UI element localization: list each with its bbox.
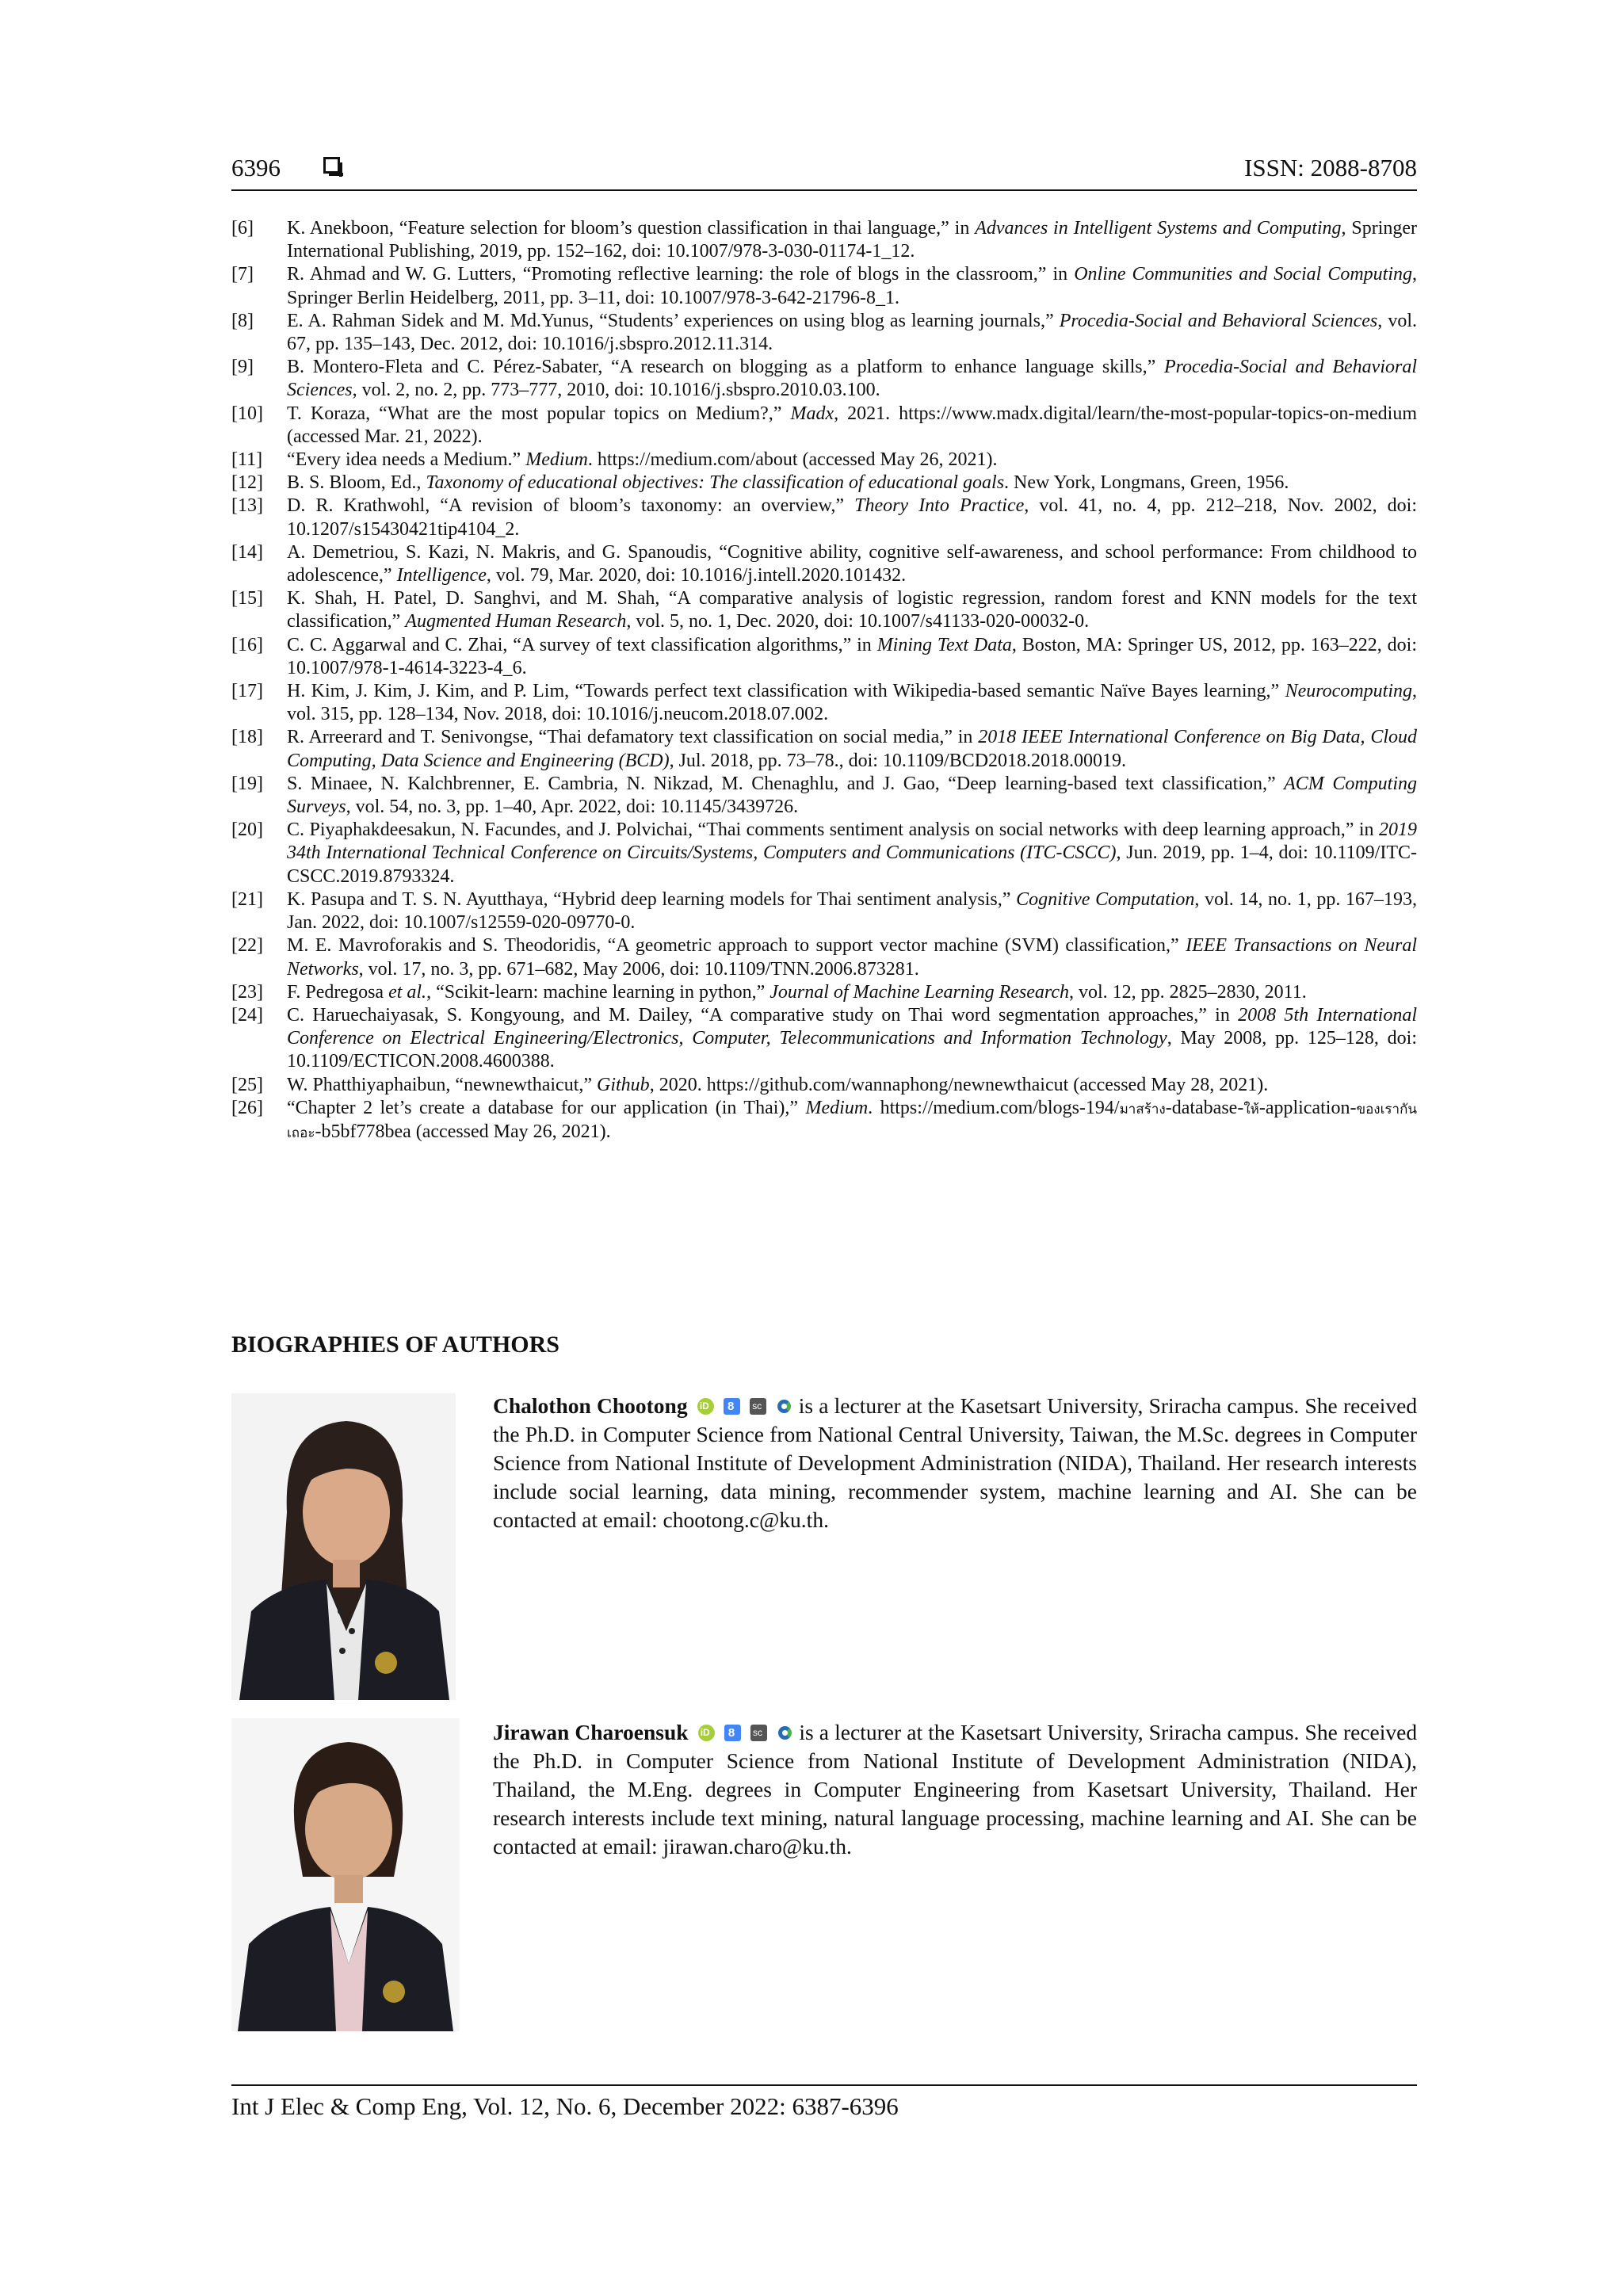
header-rule bbox=[231, 189, 1417, 191]
page-header bbox=[231, 151, 1417, 190]
author-photo-1 bbox=[231, 1393, 456, 1700]
reference-item bbox=[231, 1074, 1417, 1097]
reference-text: K. Shah, H. Patel, D. Sanghvi, and M. Shah, “A comparative analysis of logistic regression, random forest and KNN models for the text classification,” Augmented Human Research, vol. 5, no. 1, Dec. 2020, doi: 10.1007/s41133-020-00032-0. bbox=[287, 588, 1417, 632]
reference-number: [14] bbox=[231, 541, 263, 563]
reference-text: R. Arreerard and T. Senivongse, “Thai defamatory text classification on social media,” in 2018 IEEE International Conference on Big Data, Cloud Computing, Data Science and Engineering (BCD), Jul. 2018, pp. 73–78., doi: 10.1109/BCD2018.2018.00019. bbox=[287, 727, 1417, 771]
reference-text: W. Phatthiyaphaibun, “newnewthaicut,” Github, 2020. https://github.com/wannaphong/newnewthaicut (accessed May 28, 2021). bbox=[287, 1074, 1269, 1095]
reference-text: T. Koraza, “What are the most popular topics on Medium?,” Madx, 2021. https://www.madx.digital/learn/the-most-popular-topics-on-medium (accessed Mar. 21, 2022). bbox=[287, 403, 1417, 447]
reference-item bbox=[231, 634, 1417, 680]
reference-number: [25] bbox=[231, 1074, 263, 1095]
reference-number: [13] bbox=[231, 495, 263, 517]
author-bio-text: is a lecturer at the Kasetsart University, Sriracha campus. She received the Ph.D. in Computer Science from National Institute of Development Administration (NIDA), Thailand, the M.Eng. degrees in Computer Engineering from Kasetsart University, Thailand. Her research interests include text mining, natural language processing, machine learning and AI. She can be contacted at email: jirawan.charo@ku.th. bbox=[493, 1720, 1418, 1859]
reference-item bbox=[231, 888, 1417, 934]
reference-number: [10] bbox=[231, 403, 263, 424]
reference-number: [18] bbox=[231, 727, 263, 748]
reference-item bbox=[231, 726, 1417, 772]
footer-rule bbox=[231, 2084, 1417, 2086]
google-scholar-icon[interactable] bbox=[724, 1398, 740, 1415]
reference-number: [21] bbox=[231, 888, 263, 910]
reference-item bbox=[231, 680, 1417, 726]
reference-text: C. C. Aggarwal and C. Zhai, “A survey of text classification algorithms,” in Mining Text Data, Boston, MA: Springer US, 2012, pp. 163–222, doi: 10.1007/978-1-4614-3223-4_6. bbox=[287, 634, 1418, 678]
reference-text: F. Pedregosa et al., “Scikit-learn: machine learning in python,” Journal of Machine Learning Research, vol. 12, pp. 2825–2830, 2011. bbox=[287, 981, 1307, 1003]
reference-item bbox=[231, 819, 1417, 888]
reference-item bbox=[231, 310, 1417, 356]
reference-number: [24] bbox=[231, 1004, 263, 1026]
reference-text: K. Pasupa and T. S. N. Ayutthaya, “Hybrid deep learning models for Thai sentiment analysis,” Cognitive Computation, vol. 14, no. 1, pp. 167–193, Jan. 2022, doi: 10.1007/s12559-020-09770-0. bbox=[287, 888, 1418, 934]
reference-item bbox=[231, 263, 1417, 309]
reference-item bbox=[231, 934, 1417, 980]
publons-icon[interactable] bbox=[776, 1398, 792, 1415]
reference-text: M. E. Mavroforakis and S. Theodoridis, “A geometric approach to support vector machine (SVM) classification,” IEEE Transactions on Neural Networks, vol. 17, no. 3, pp. 671–682, May 2006, doi: 10.1109/TNN.2006.873281. bbox=[287, 935, 1417, 980]
author-name: Jirawan Charoensuk bbox=[493, 1720, 689, 1744]
author-bio-2 bbox=[493, 1718, 1417, 1861]
reference-number: [8] bbox=[231, 310, 254, 331]
reference-text: C. Piyaphakdeesakun, N. Facundes, and J. Polvichai, “Thai comments sentiment analysis on social networks with deep learning approach,” in 2019 34th International Technical Conference on Circuits/Systems, Computers and Communications (ITC-CSCC), Jun. 2019, pp. 1–4, doi: 10.1109/ITC-CSCC.2019.8793324. bbox=[287, 819, 1417, 887]
page-number: 6396 bbox=[231, 154, 281, 181]
reference-item bbox=[231, 495, 1417, 541]
orcid-icon[interactable] bbox=[697, 1398, 714, 1415]
reference-text: A. Demetriou, S. Kazi, N. Makris, and G. Spanoudis, “Cognitive ability, cognitive self-awareness, and school performance: From childhood to adolescence,” Intelligence, vol. 79, Mar. 2020, doi: 10.1016/j.intell.2020.101432. bbox=[287, 541, 1417, 586]
reference-number: [26] bbox=[231, 1097, 263, 1118]
reference-text: D. R. Krathwohl, “A revision of bloom’s taxonomy: an overview,” Theory Into Practice, vol. 41, no. 4, pp. 212–218, Nov. 2002, doi: 10.1207/s15430421tip4104_2. bbox=[287, 495, 1418, 540]
reference-item bbox=[231, 449, 1417, 472]
reference-text: E. A. Rahman Sidek and M. Md.Yunus, “Students’ experiences on using blog as learning journals,” Procedia-Social and Behavioral Sciences, vol. 67, pp. 135–143, Dec. 2012, doi: 10.1016/j.sbspro.2012.11.314. bbox=[287, 310, 1418, 355]
reference-item bbox=[231, 981, 1417, 1004]
google-scholar-icon[interactable] bbox=[724, 1725, 741, 1741]
reference-number: [7] bbox=[231, 264, 254, 285]
reference-item bbox=[231, 217, 1417, 263]
reference-number: [20] bbox=[231, 819, 263, 841]
scopus-icon[interactable] bbox=[750, 1398, 766, 1415]
reference-number: [12] bbox=[231, 472, 263, 494]
publons-icon[interactable] bbox=[777, 1725, 793, 1741]
reference-number: [16] bbox=[231, 634, 263, 655]
author-bio-text: is a lecturer at the Kasetsart University, Sriracha campus. She received the Ph.D. in Computer Science from National Central University, Taiwan, the M.Sc. degrees in Computer Science from National Institute of Development Administration (NIDA), Thailand. Her research interests include social learning, data mining, recommender system, machine learning and AI. She can be contacted at email: chootong.c@ku.th. bbox=[493, 1393, 1418, 1532]
reference-number: [23] bbox=[231, 981, 263, 1003]
reference-number: [9] bbox=[231, 357, 254, 378]
reference-number: [6] bbox=[231, 218, 254, 239]
reference-text: “Every idea needs a Medium.” Medium. https://medium.com/about (accessed May 26, 2021). bbox=[287, 449, 998, 471]
author-bio-1 bbox=[493, 1392, 1417, 1534]
reference-text: K. Anekboon, “Feature selection for bloom’s question classification in thai language,” in Advances in Intelligent Systems and Computing, Springer International Publishing, 2019, pp. 152–162, doi: 10.1007/978-3-030-01174-1_12. bbox=[287, 218, 1418, 262]
reference-text: S. Minaee, N. Kalchbrenner, E. Cambria, N. Nikzad, M. Chenaghlu, and J. Gao, “Deep learning-based text classification,” ACM Computing Surveys, vol. 54, no. 3, pp. 1–40, Apr. 2022, doi: 10.1145/3439726. bbox=[287, 773, 1417, 818]
author-photo-2 bbox=[231, 1718, 460, 2031]
reference-item bbox=[231, 403, 1417, 449]
reference-text: H. Kim, J. Kim, J. Kim, and P. Lim, “Towards perfect text classification with Wikipedia-based semantic Naïve Bayes learning,” Neurocomputing, vol. 315, pp. 128–134, Nov. 2018, doi: 10.1016/j.neucom.2018.07.002. bbox=[287, 681, 1417, 725]
page-footer: Int J Elec & Comp Eng, Vol. 12, No. 6, December 2022: 6387-6396 bbox=[231, 2092, 899, 2120]
reference-item bbox=[231, 541, 1417, 587]
reference-text: B. S. Bloom, Ed., Taxonomy of educational objectives: The classification of educational goals. New York, Longmans, Green, 1956. bbox=[287, 472, 1289, 494]
reference-number: [15] bbox=[231, 588, 263, 609]
reference-item bbox=[231, 472, 1417, 495]
reference-number: [19] bbox=[231, 773, 263, 794]
reference-text: C. Haruechaiyasak, S. Kongyoung, and M. Dailey, “A comparative study on Thai word segmentation approaches,” in 2008 5th International Conference on Electrical Engineering/Electronics, Computer, Telecommunications and Information Technology, May 2008, pp. 125–128, doi: 10.1109/ECTICON.2008.4600388. bbox=[287, 1004, 1418, 1072]
reference-item bbox=[231, 773, 1417, 819]
scopus-icon[interactable] bbox=[750, 1725, 767, 1741]
reference-text: R. Ahmad and W. G. Lutters, “Promoting reflective learning: the role of blogs in the classroom,” in Online Communities and Social Computing, Springer Berlin Heidelberg, 2011, pp. 3–11, doi: 10.1007/978-3-642-21796-8_1. bbox=[287, 264, 1418, 308]
author-name: Chalothon Chootong bbox=[493, 1393, 688, 1418]
orcid-icon[interactable] bbox=[698, 1725, 715, 1741]
reference-number: [22] bbox=[231, 935, 263, 957]
biographies-heading: BIOGRAPHIES OF AUTHORS bbox=[231, 1331, 559, 1358]
reference-item bbox=[231, 1097, 1417, 1144]
issn: ISSN: 2088-8708 bbox=[1244, 154, 1417, 181]
reference-text: “Chapter 2 let’s create a database for our application (in Thai),” Medium. https://medium.com/blogs-194/มาสร้าง-database-ให้-application-ของเรากันเถอะ-b5bf778bea (accessed May 26, 2021). bbox=[287, 1097, 1417, 1142]
reference-item bbox=[231, 1004, 1417, 1074]
reference-item bbox=[231, 587, 1417, 633]
reference-number: [11] bbox=[231, 449, 263, 471]
reference-number: [17] bbox=[231, 681, 263, 702]
reference-list bbox=[231, 217, 1417, 1144]
reference-item bbox=[231, 356, 1417, 402]
square-bullet-icon bbox=[323, 157, 340, 174]
reference-text: B. Montero-Fleta and C. Pérez-Sabater, “A research on blogging as a platform to enhance language skills,” Procedia-Social and Behavioral Sciences, vol. 2, no. 2, pp. 773–777, 2010, doi: 10.1016/j.sbspro.2010.03.100. bbox=[287, 357, 1418, 401]
